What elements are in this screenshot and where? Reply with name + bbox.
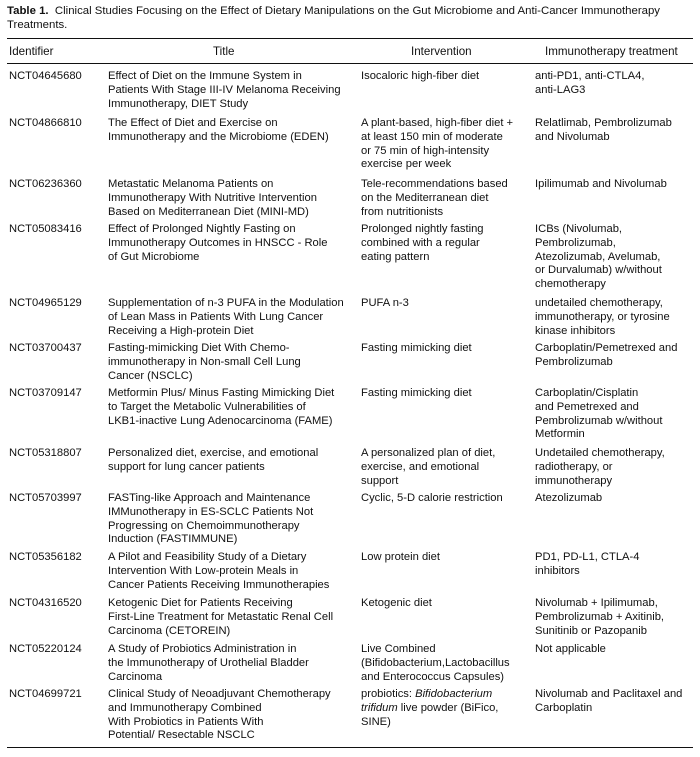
row-immunotherapy: Nivolumab and Paclitaxel and Carboplatin bbox=[535, 688, 683, 714]
top-rule bbox=[7, 38, 693, 39]
row-intervention: Cyclic, 5-D calorie restriction bbox=[361, 492, 503, 504]
row-title: Supplementation of n-3 PUFA in the Modulation of Lean Mass in Patients With Lung Cancer Receiving a High-protein Diet bbox=[108, 297, 344, 337]
row-intervention: Fasting mimicking diet bbox=[361, 342, 472, 354]
header-rule bbox=[7, 63, 693, 64]
row-title: FASTing-like Approach and Maintenance IMMunotherapy in ES-SCLC Patients Not Progressing on Chemoimmunotherapy Induction (FASTIMMUNE) bbox=[108, 492, 314, 546]
row-title: Effect of Prolonged Nightly Fasting on Immunotherapy Outcomes in HNSCC - Role of Gut Microbiome bbox=[108, 223, 328, 263]
row-intervention: A plant-based, high-fiber diet + at least 150 min of moderate or 75 min of high-intensity exercise per week bbox=[361, 117, 514, 171]
row-intervention: Low protein diet bbox=[361, 551, 440, 563]
header-immunotherapy: Immunotherapy treatment bbox=[545, 45, 678, 58]
row-immunotherapy: Carboplatin/Cisplatin and Pemetrexed and Pembrolizumab w/without Metformin bbox=[535, 387, 663, 441]
row-intervention: Live Combined (Bifidobacterium,Lactobacillus and Enterococcus Capsules) bbox=[361, 643, 510, 683]
row-intervention: A personalized plan of diet, exercise, and emotional support bbox=[361, 447, 496, 487]
row-identifier: NCT05220124 bbox=[9, 643, 82, 655]
intervention-species: Bifidobacterium trifidum bbox=[361, 688, 493, 714]
row-immunotherapy: Not applicable bbox=[535, 643, 606, 655]
table-caption-text: Clinical Studies Focusing on the Effect of Dietary Manipulations on the Gut Microbiome and Anti-Cancer Immunotherapy Treatments. bbox=[7, 5, 660, 31]
row-identifier: NCT06236360 bbox=[9, 178, 82, 190]
row-immunotherapy: undetailed chemotherapy, immunotherapy, or tyrosine kinase inhibitors bbox=[535, 297, 670, 337]
row-title: A Pilot and Feasibility Study of a Dietary Intervention With Low-protein Meals in Cancer Patients Receiving Immunotherapies bbox=[108, 551, 330, 591]
row-title: Fasting-mimicking Diet With Chemo- immunotherapy in Non-small Cell Lung Cancer (NSCLC) bbox=[108, 342, 301, 382]
row-immunotherapy: Relatlimab, Pembrolizumab and Nivolumab bbox=[535, 117, 672, 143]
row-title: Metformin Plus/ Minus Fasting Mimicking Diet to Target the Metabolic Vulnerabilities of LKB1-inactive Lung Adenocarcinoma (FAME) bbox=[108, 387, 335, 427]
row-immunotherapy: Atezolizumab bbox=[535, 492, 603, 504]
intervention-prefix: probiotics: bbox=[361, 688, 416, 700]
row-immunotherapy: PD1, PD-L1, CTLA-4 inhibitors bbox=[535, 551, 640, 577]
row-title: A Study of Probiotics Administration in the Immunotherapy of Urothelial Bladder Carcinoma bbox=[108, 643, 309, 683]
header-title: Title bbox=[213, 45, 235, 58]
row-intervention bbox=[361, 688, 541, 729]
row-intervention: Prolonged nightly fasting combined with a regular eating pattern bbox=[361, 223, 484, 263]
row-identifier: NCT05083416 bbox=[9, 223, 82, 235]
table-label: Table 1. bbox=[7, 5, 49, 17]
row-identifier: NCT05703997 bbox=[9, 492, 82, 504]
row-immunotherapy: anti-PD1, anti-CTLA4, anti-LAG3 bbox=[535, 70, 645, 96]
row-identifier: NCT04699721 bbox=[9, 688, 82, 700]
row-intervention: Isocaloric high-fiber diet bbox=[361, 70, 480, 82]
row-immunotherapy: Carboplatin/Pemetrexed and Pembrolizumab bbox=[535, 342, 678, 368]
row-identifier: NCT05356182 bbox=[9, 551, 82, 563]
row-intervention: Fasting mimicking diet bbox=[361, 387, 472, 399]
row-identifier: NCT03709147 bbox=[9, 387, 82, 399]
row-identifier: NCT03700437 bbox=[9, 342, 82, 354]
table-caption bbox=[7, 4, 693, 32]
bottom-rule bbox=[7, 747, 693, 748]
row-intervention: PUFA n-3 bbox=[361, 297, 409, 309]
row-identifier: NCT05318807 bbox=[9, 447, 82, 459]
row-immunotherapy: ICBs (Nivolumab, Pembrolizumab, Atezolizumab, Avelumab, or Durvalumab) w/without chemotherapy bbox=[535, 223, 662, 291]
row-intervention: Tele-recommendations based on the Mediterranean diet from nutritionists bbox=[361, 178, 508, 218]
row-title: Clinical Study of Neoadjuvant Chemotherapy and Immunotherapy Combined With Probiotics in Patients With Potential/ Resectable NSCLC bbox=[108, 688, 331, 742]
row-title: Effect of Diet on the Immune System in Patients With Stage III-IV Melanoma Receiving Immunotherapy, DIET Study bbox=[108, 70, 341, 110]
row-immunotherapy: Nivolumab + Ipilimumab, Pembrolizumab + Axitinib, Sunitinib or Pazopanib bbox=[535, 597, 665, 637]
row-immunotherapy: Undetailed chemotherapy, radiotherapy, or immunotherapy bbox=[535, 447, 665, 487]
header-intervention: Intervention bbox=[411, 45, 472, 58]
row-title: Metastatic Melanoma Patients on Immunotherapy With Nutritive Intervention Based on Mediterranean Diet (MINI-MD) bbox=[108, 178, 317, 218]
row-intervention: Ketogenic diet bbox=[361, 597, 432, 609]
row-identifier: NCT04316520 bbox=[9, 597, 82, 609]
row-identifier: NCT04866810 bbox=[9, 117, 82, 129]
row-title: Ketogenic Diet for Patients Receiving First-Line Treatment for Metastatic Renal Cell Carcinoma (CETOREIN) bbox=[108, 597, 334, 637]
row-title: The Effect of Diet and Exercise on Immunotherapy and the Microbiome (EDEN) bbox=[108, 117, 329, 143]
row-title: Personalized diet, exercise, and emotional support for lung cancer patients bbox=[108, 447, 319, 473]
intervention-suffix: live powder (BiFico, SINE) bbox=[361, 701, 499, 728]
header-identifier: Identifier bbox=[9, 45, 54, 58]
row-identifier: NCT04965129 bbox=[9, 297, 82, 309]
row-identifier: NCT04645680 bbox=[9, 70, 82, 82]
row-immunotherapy: Ipilimumab and Nivolumab bbox=[535, 178, 667, 190]
